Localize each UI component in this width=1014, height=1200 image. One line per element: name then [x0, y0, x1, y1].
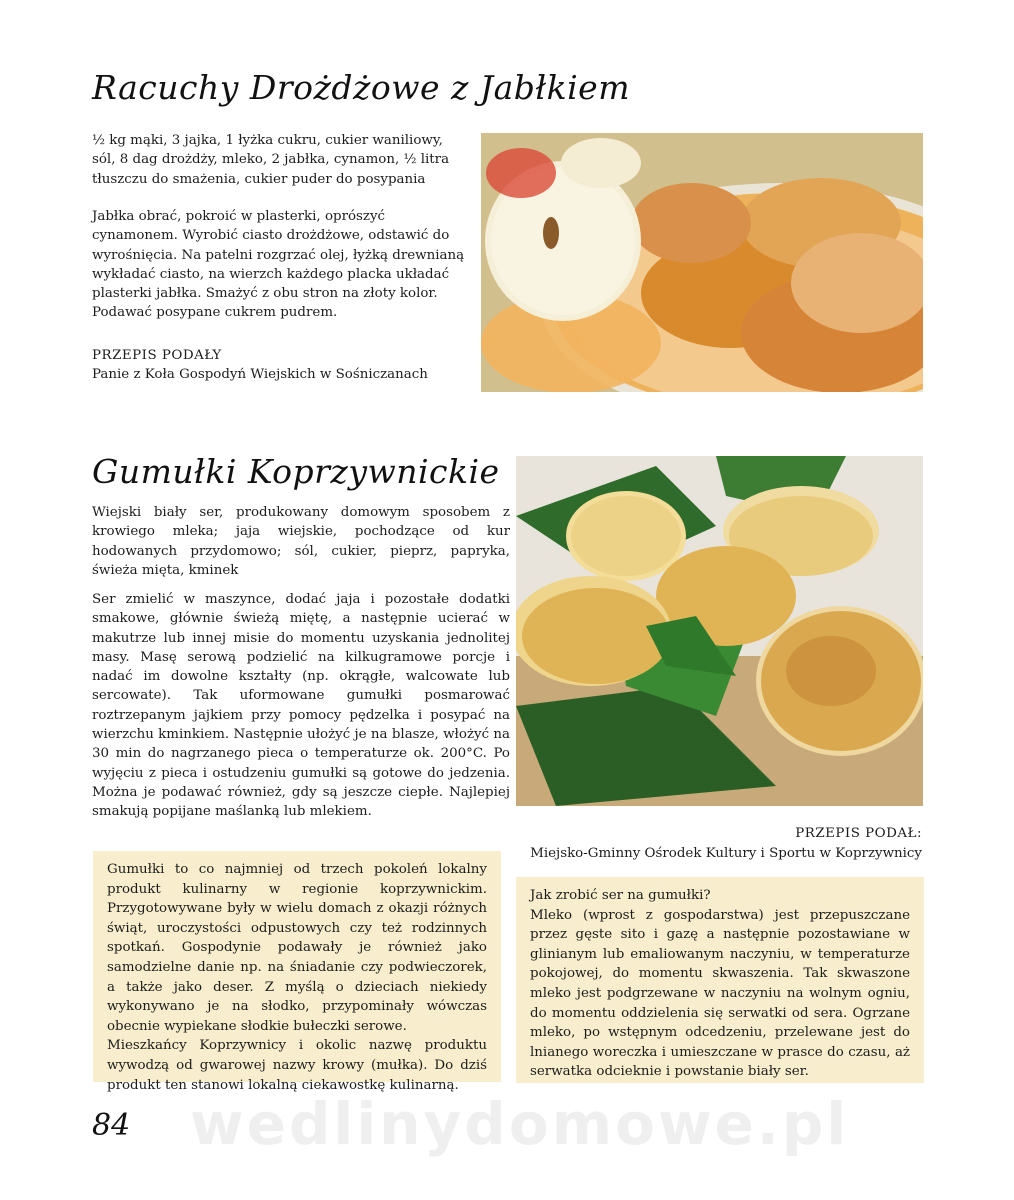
history-box [93, 851, 501, 1093]
recipe2-credit-name: Miejsko-Gminny Ośrodek Kultury i Sportu w Koprzywnicy [530, 846, 922, 861]
recipe2-title: Gumułki Koprzywnickie [92, 452, 500, 491]
recipe2-method: Ser zmielić w maszynce, dodać jaja i pozostałe dodatki smakowe, głównie świeżą miętę, a następnie ucierać w makutrze lub innej misie do momentu uzyskania jednolitej masy. Masę serową podzielić na kilkugramowe porcje i nadać im dowolne kształty (np. okrągłe, walcowate lub sercowate). Tak uformowane gumułki posmarować roztrzepanym jajkiem przy pomocy pędzelka i posypać na wierzchu kminkiem. Następnie ułożyć je na blasze, włożyć na 30 min do nagrzanego pieca o temperaturze ok. 200°C. Po wyjęciu z pieca i ostudzeniu gumułki są gotowe do jedzenia. Można je podawać również, gdy są jeszcze ciepłe. Najlepiej smakują popijane maślanką lub mlekiem. [92, 592, 510, 820]
recipe2-credit-label: PRZEPIS PODAŁ: [795, 826, 922, 841]
recipe1-credit-name: Panie z Koła Gospodyń Wiejskich w Sośniczanach [92, 367, 428, 382]
history-paragraph-1: Gumułki to co najmniej od trzech pokoleń lokalny produkt kulinarny w regionie koprzywnickim. Przygotowywane były w wielu domach z okazji różnych świąt, uroczystości odpustowych czy też rodzinnych spotkań. Gospodynie podawały je również jako samodzielne danie np. na śniadanie czy podwieczorek, a także jako deser. Z myślą o dzieciach niekiedy wykonywano je na słodko, przypominały wówczas obecnie wypiekane słodkie bułeczki serowe. [107, 862, 487, 1034]
recipe2-ingredients: Wiejski biały ser, produkowany domowym sposobem z krowiego mleka; jaja wiejskie, pochodzące od kur hodowanych przydomowo; sól, cukier, pieprz, papryka, świeża mięta, kminek [92, 505, 510, 578]
history-paragraph-2: Mieszkańcy Koprzywnicy i okolic nazwę produktu wywodzą od gwarowej nazwy krowy (mułka). Do dziś produkt ten stanowi lokalną ciekawostkę kulinarną. [107, 1038, 487, 1093]
cheese-howto-question: Jak zrobić ser na gumułki? [530, 888, 711, 903]
cheese-howto-box [516, 877, 924, 1083]
apple-pancakes-photo [481, 133, 923, 392]
recipe1-method: Jabłka obrać, pokroić w plasterki, oprószyć cynamonem. Wyrobić ciasto drożdżowe, odstawić do wyrośnięcia. Na patelni rozgrzać olej, łyżką drewnianą wykładać ciasto, na wierzch każdego placka układać plasterki jabłka. Smażyć z obu stron na złoty kolor. Podawać posypane cukrem pudrem. [92, 209, 465, 321]
recipe1-credit-label: PRZEPIS PODAŁY [92, 348, 222, 363]
gumulki-photo [516, 456, 923, 806]
recipe1-title: Racuchy Drożdżowe z Jabłkiem [92, 68, 630, 107]
cheese-howto-answer: Mleko (wprost z gospodarstwa) jest przepuszczane przez gęste sito i gazę a następnie pozostawiane w glinianym lub emaliowanym naczyniu, w temperaturze pokojowej, do momentu skwaszenia. Tak skwaszone mleko jest podgrzewane w naczyniu na wolnym ogniu, do momentu oddzielenia się serwatki od sera. Ogrzane mleko, po wstępnym odcedzeniu, przelewane jest do lnianego woreczka i umieszczane w prasce do czasu, aż serwatka odcieknie i powstanie biały ser. [530, 907, 910, 1080]
watermark: wedlinydomowe.pl [190, 1090, 850, 1158]
page-number: 84 [92, 1108, 131, 1143]
recipe1-ingredients: ½ kg mąki, 3 jajka, 1 łyżka cukru, cukier waniliowy, sól, 8 dag drożdży, mleko, 2 jabłka, cynamon, ½ litra tłuszczu do smażenia, cukier puder do posypania [92, 133, 450, 187]
